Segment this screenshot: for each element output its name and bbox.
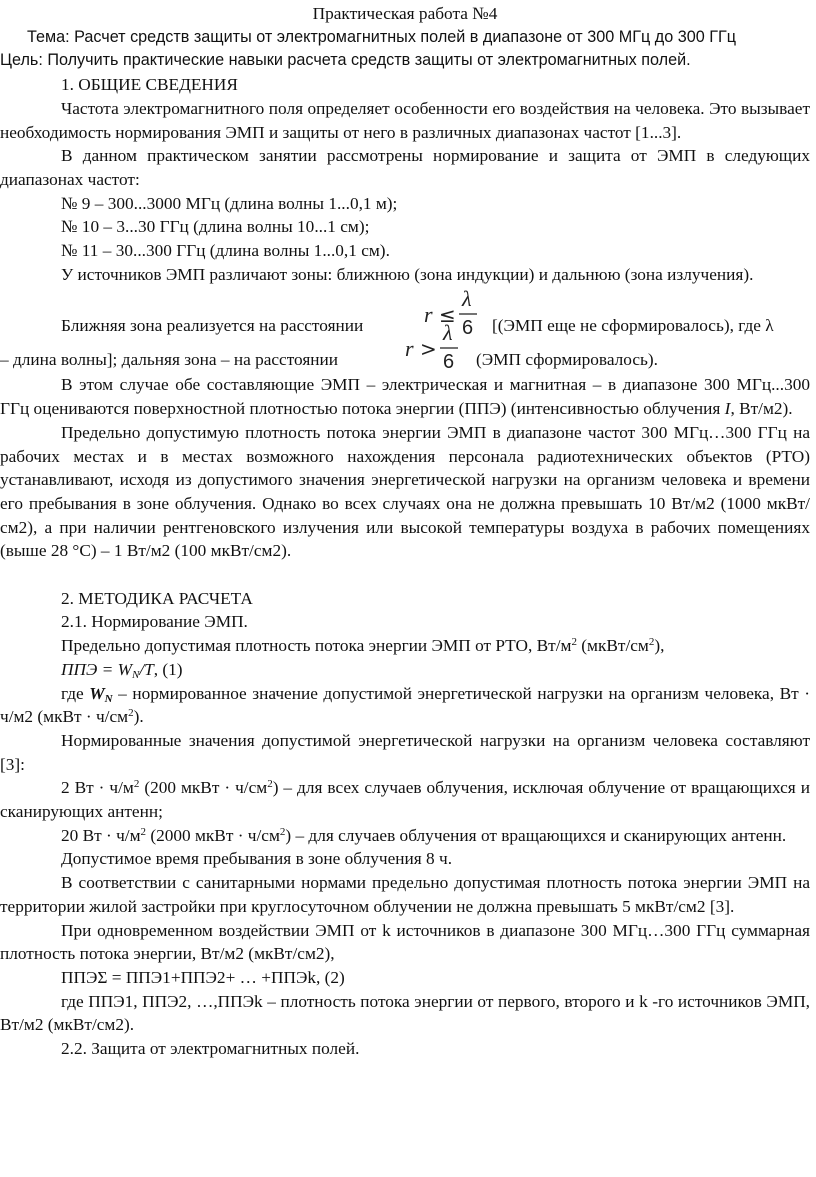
norm-text: ) – для случаев облучения от вращающихся и сканирующих антенн. — [285, 825, 787, 845]
paragraph: Предельно допустимую плотность потока энергии ЭМП в диапазоне частот 300 МГц…300 ГГц на рабочих местах и в местах возможного нахождения персонала радиотехнических объектов (РТО) устанавливают, исходя из допустимого значения энергетической нагрузки на организм человека и времени его пребывания в зоне облучения. Однако во всех случаях она не должна превышать 10 Вт/м2 (1000 мкВт/см2), а при наличии рентгеновского излучения или высокой температуры воздуха в рабочих помещениях (выше 28 °С) – 1 Вт/м2 (100 мкВт/см2). — [0, 422, 810, 561]
intensity-variable: I — [724, 399, 731, 419]
where-text: где — [61, 683, 90, 703]
pd-text-end: ), — [654, 636, 665, 656]
norm-text: (2000 мкВт · ч/см — [146, 825, 280, 845]
norm-text: (200 мкВт · ч/см — [139, 778, 268, 798]
norm-text: 2 Вт · ч/м — [61, 778, 134, 798]
formula-num: λ — [443, 322, 453, 346]
far-zone-formula — [403, 322, 461, 372]
subsection-heading: 2.1. Нормирование ЭМП. — [61, 612, 248, 632]
topic-line: Тема: Расчет средств защиты от электромагнитных полей в диапазоне от 300 МГц до 300 ГГц — [27, 27, 736, 46]
formula-w-sub: N — [131, 668, 140, 681]
formula-1 — [0, 658, 810, 682]
paragraph: Частота электромагнитного поля определяет особенности его воздействия на человека. Это вызывает необходимость нормирования ЭМП и защиты от него в различных диапазонах частот [1...3]. — [0, 98, 810, 142]
paragraph: Допустимое время пребывания в зоне облучения 8 ч. — [61, 849, 453, 869]
section2-heading: 2. МЕТОДИКА РАСЧЕТА — [61, 588, 253, 608]
pd-text-mid: (мкВт/см — [576, 636, 649, 656]
range-item: № 9 – 300...3000 МГц (длина волны 1...0,1 м); — [61, 193, 398, 213]
subsection-heading: 2.2. Защита от электромагнитных полей. — [61, 1039, 360, 1059]
where-text-body: – нормированное значение допустимой энергетической нагрузки на организм человека, Вт · ч/м2 (мкВт · ч/см — [0, 683, 810, 727]
pd-line — [0, 634, 810, 658]
formula-lhs: r — [424, 302, 433, 328]
formula-num: λ — [462, 288, 472, 312]
paragraph: В данном практическом занятии рассмотрены нормирование и защита от ЭМП в следующих диапазонах частот: — [0, 146, 810, 189]
superscript: 2 — [571, 636, 577, 649]
paragraph: Нормированные значения допустимой энергетической нагрузки на организм человека составляют [3]: — [0, 730, 810, 774]
far-zone-text-end: (ЭМП сформировалось). — [476, 350, 658, 370]
norm-text: 20 Вт · ч/м — [61, 825, 141, 845]
page-title: Практическая работа №4 — [312, 4, 498, 23]
norm-item-1 — [0, 776, 810, 823]
range-item: № 10 – 3...30 ГГц (длина волны 10...1 см); — [61, 217, 370, 237]
range-item: № 11 – 30...300 ГГц (длина волны 1...0,1 см). — [61, 241, 390, 261]
pd-text: Предельно допустимая плотность потока энергии ЭМП от РТО, Вт/м — [61, 636, 572, 656]
formula-lhs: r — [405, 336, 414, 362]
superscript: 2 — [267, 778, 273, 791]
formula-op: > — [420, 337, 437, 362]
paragraph-ppe — [0, 373, 810, 420]
norm-text: ) – для всех случаев облучения, исключая облучение от вращающихся и сканирующих антенн; — [0, 778, 810, 822]
norm-item-2 — [0, 824, 810, 848]
far-zone-text: – длина волны]; дальняя зона – на расстоянии — [0, 350, 339, 370]
formula-op: ≤ — [439, 303, 456, 328]
where-1 — [0, 682, 810, 729]
superscript: 2 — [648, 636, 655, 649]
paragraph: В соответствии с санитарными нормами предельно допустимая плотность потока энергии ЭМП на территории жилой застройки при круглосуточном облучении не должна превышать 5 мкВт/см2 [3]. — [0, 873, 810, 916]
superscript: 2 — [133, 778, 140, 791]
formula-rest: /T — [139, 659, 154, 679]
where-text-end: ). — [133, 707, 144, 727]
formula-lhs: ППЭ = — [61, 659, 118, 679]
formula-r-gt-lambda-over-6 — [403, 322, 461, 372]
paragraph: При одновременном воздействии ЭМП от k источников в диапазоне 300 МГц…300 ГГц суммарная плотность потока энергии, Вт/м2 (мкВт/см2), — [0, 920, 810, 964]
where-w-sub: N — [104, 692, 113, 705]
blank-line — [0, 563, 810, 587]
superscript: 2 — [140, 825, 147, 838]
superscript: 2 — [279, 825, 286, 838]
formula-den: 6 — [443, 351, 455, 373]
where-w: W — [89, 683, 105, 703]
where-2: где ППЭ1, ППЭ2, …,ППЭk – плотность потока энергии от первого, второго и k -го источников ЭМП, Вт/м2 (мкВт/см2). — [0, 991, 810, 1035]
formula-w: W — [117, 659, 132, 679]
formula-2: ППЭΣ = ППЭ1+ППЭ2+ … +ППЭk, (2) — [61, 968, 345, 987]
paragraph: У источников ЭМП различают зоны: ближнюю (зона индукции) и дальнюю (зона излучения). — [61, 264, 754, 284]
section1-heading: 1. ОБЩИЕ СВЕДЕНИЯ — [61, 75, 238, 95]
paragraph-text-end: , Вт/м2). — [730, 399, 793, 419]
goal-line: Цель: Получить практические навыки расчета средств защиты от электромагнитных полей. — [0, 51, 691, 70]
paragraph-text: В этом случае обе составляющие ЭМП – электрическая и магнитная – в диапазоне 300 МГц...300 ГГц оцениваются поверхностной плотностью потока энергии (ППЭ) (интенсивностью облучения — [0, 375, 810, 419]
superscript: 2 — [128, 707, 134, 720]
near-zone-text: Ближняя зона реализуется на расстоянии — [61, 316, 364, 336]
formula-number: , (1) — [153, 659, 183, 679]
formula-den: 6 — [462, 317, 474, 339]
near-zone-text-end: [(ЭМП еще не сформировалось), где λ — [492, 316, 774, 336]
